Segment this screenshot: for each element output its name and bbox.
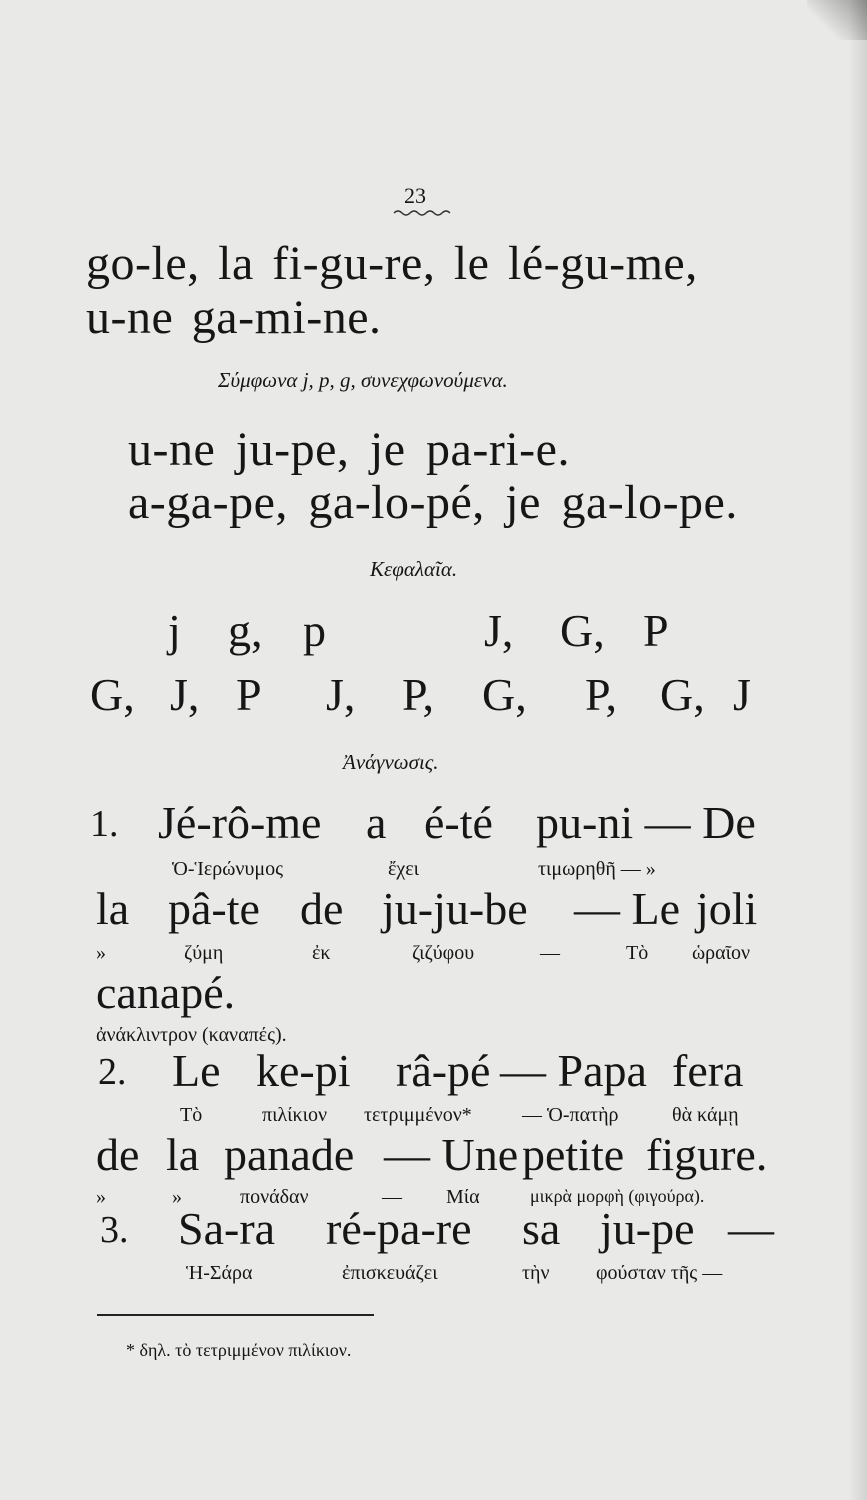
lesson-2-line-2-french (0, 1128, 867, 1188)
page-corner-shadow (807, 0, 867, 40)
capital-item: P (236, 669, 262, 720)
lesson-number: 3. (100, 1209, 129, 1251)
french-word: de (96, 1129, 140, 1180)
reading-heading: Ἀνάγνωσις. (343, 750, 439, 774)
capital-item: p (303, 605, 326, 656)
french-word: é-té (424, 797, 493, 848)
greek-gloss: Ὁ-Ἱερώνυμος (172, 858, 284, 880)
french-word: figure. (646, 1129, 768, 1180)
capital-item: G, (660, 669, 705, 720)
footnote: * δηλ. τὸ τετριμμένον πιλίκιον. (126, 1340, 352, 1360)
intro-line-1: go-le, la fi-gu-re, le lé-gu-me, (86, 237, 698, 290)
lesson-1-line-1-greek (0, 858, 867, 884)
capital-item: J, (326, 669, 356, 720)
french-word: de (300, 883, 344, 934)
french-word: canapé. (96, 967, 236, 1018)
french-word: ré-pa-re (326, 1203, 472, 1254)
lesson-1-line-2-greek (0, 942, 867, 968)
french-word: fera (672, 1045, 744, 1096)
page-number: 23 (404, 183, 426, 208)
french-word: ke-pi (256, 1045, 351, 1096)
greek-gloss: τιμωρηθῆ — » (538, 858, 656, 880)
greek-gloss: Μία (446, 1186, 480, 1208)
greek-gloss: » (96, 942, 106, 964)
greek-gloss: φούσταν τῆς — (596, 1262, 723, 1284)
capital-item: G, (482, 669, 527, 720)
capital-item: P, (585, 669, 617, 720)
french-word: Jé-rô-me (158, 797, 322, 848)
greek-gloss: τὴν (522, 1262, 550, 1284)
capital-item: J, (170, 669, 200, 720)
capital-item: P (643, 605, 669, 656)
greek-gloss: μικρὰ μορφὴ (φιγούρα). (530, 1186, 705, 1206)
french-word: pu-ni — De (536, 797, 756, 848)
french-word: — (728, 1203, 774, 1254)
french-word: joli (696, 883, 758, 934)
french-word: — Le (574, 883, 681, 934)
french-word: râ-pé (396, 1045, 491, 1096)
capital-item: P, (402, 669, 434, 720)
greek-gloss: ὡραῖον (692, 942, 751, 964)
footnote-rule (97, 1314, 374, 1316)
capital-item: j (168, 605, 181, 656)
intro-line-2: u-ne ga-mi-ne. (86, 291, 382, 344)
consonants-heading: Σύμφωνα j, p, g, συνεχφωνούμενα. (218, 368, 508, 392)
french-word: la (96, 883, 130, 934)
wavy-ornament (392, 208, 452, 218)
french-word: Sa-ra (178, 1203, 276, 1254)
french-word: a (366, 797, 387, 848)
lesson-1-line-2-french (0, 882, 867, 942)
greek-gloss: — (540, 942, 560, 964)
lesson-1-line-3-french (0, 966, 867, 1026)
capital-item: J (733, 669, 751, 720)
greek-gloss: — (382, 1186, 402, 1208)
greek-gloss: — Ὁ-πατὴρ (522, 1104, 619, 1126)
greek-gloss: ζύμη (184, 942, 224, 964)
greek-gloss: πονάδαν (240, 1186, 309, 1208)
greek-gloss: ζιζύφου (412, 942, 475, 964)
greek-gloss: » (96, 1186, 106, 1208)
french-word: — Une (384, 1129, 519, 1180)
lesson-2-line-1-greek (0, 1104, 867, 1130)
greek-gloss: Τὸ (180, 1104, 203, 1126)
french-word: sa (522, 1203, 561, 1254)
lesson-3-line-1-french (0, 1202, 867, 1262)
capital-item: g, (228, 605, 263, 656)
capital-item: J, (484, 605, 514, 656)
greek-gloss: ἐπισκευάζει (342, 1262, 438, 1284)
greek-gloss: θὰ κάμῃ (672, 1104, 739, 1126)
practice-line-1: u-ne ju-pe, je pa-ri-e. (128, 423, 570, 476)
capitals-row-2 (0, 668, 867, 728)
greek-gloss: » (172, 1186, 182, 1208)
french-word: panade (224, 1129, 355, 1180)
greek-gloss: τετριμμένον* (364, 1104, 472, 1126)
lesson-1-line-1-french (0, 796, 867, 856)
lesson-3-line-1-greek (0, 1262, 867, 1288)
lesson-number: 2. (98, 1051, 127, 1093)
french-word: Le (172, 1045, 221, 1096)
greek-gloss: Ἡ-Σάρα (186, 1262, 253, 1284)
french-word: la (166, 1129, 200, 1180)
capital-item: G, (560, 605, 605, 656)
greek-gloss: ἐκ (312, 942, 331, 964)
capital-item: G, (90, 669, 135, 720)
french-word: — Papa (500, 1045, 647, 1096)
greek-gloss: ἀνάκλιντρον (καναπές). (96, 1024, 287, 1046)
capitals-heading: Κεφαλαῖα. (370, 557, 458, 581)
french-word: pâ-te (168, 883, 260, 934)
lesson-2-line-1-french (0, 1044, 867, 1104)
french-word: ju-ju-be (382, 883, 528, 934)
greek-gloss: πιλίκιον (262, 1104, 328, 1126)
capitals-row-1 (0, 604, 867, 664)
greek-gloss: ἔχει (388, 858, 420, 880)
french-word: petite (522, 1129, 625, 1180)
lesson-number: 1. (90, 803, 119, 845)
french-word: ju-pe (600, 1203, 695, 1254)
practice-line-2: a-ga-pe, ga-lo-pé, je ga-lo-pe. (128, 476, 738, 529)
greek-gloss: Τὸ (626, 942, 649, 964)
